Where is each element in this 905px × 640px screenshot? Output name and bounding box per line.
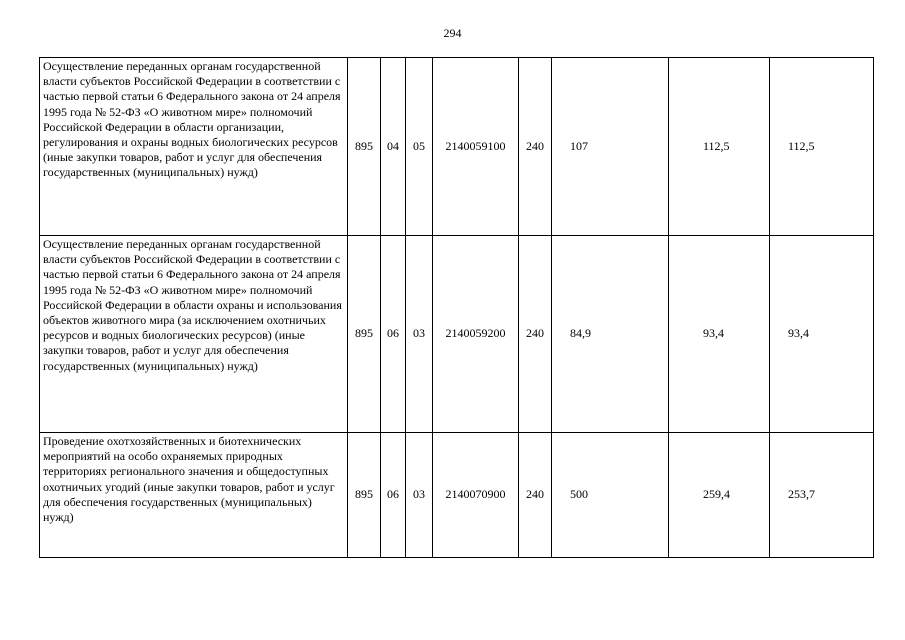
amount-year-3: 112,5 xyxy=(770,58,874,236)
expense-type-code: 240 xyxy=(519,58,552,236)
section-code: 06 xyxy=(381,236,406,433)
row-description: Проведение охотхозяйственных и биотехнических мероприятий на особо охраняемых природных территориях регионального значения и общедоступных охотничьих угодий (иные закупки товаров, работ и услуг для обеспечения государственных (муниципальных) нужд) xyxy=(40,433,348,558)
amount-year-1: 107 xyxy=(552,58,669,236)
subsection-code: 03 xyxy=(406,236,433,433)
page-number: 294 xyxy=(443,26,462,40)
table-row xyxy=(40,58,874,236)
table-row xyxy=(40,433,874,558)
amount-year-2: 93,4 xyxy=(669,236,770,433)
table-row xyxy=(40,236,874,433)
amount-year-2: 112,5 xyxy=(669,58,770,236)
amount-year-3: 253,7 xyxy=(770,433,874,558)
amount-year-3: 93,4 xyxy=(770,236,874,433)
ministry-code: 895 xyxy=(348,58,381,236)
target-article-code: 2140059200 xyxy=(433,236,519,433)
subsection-code: 05 xyxy=(406,58,433,236)
expense-type-code: 240 xyxy=(519,433,552,558)
ministry-code: 895 xyxy=(348,236,381,433)
amount-year-1: 84,9 xyxy=(552,236,669,433)
amount-year-2: 259,4 xyxy=(669,433,770,558)
row-description: Осуществление переданных органам государственной власти субъектов Российской Федерации в соответствии с частью первой статьи 6 Федерального закона от 24 апреля 1995 года № 52-ФЗ «О животном мире» полномочий Российской Федерации в области охраны и использования объектов животного мира (за исключением охотничьих ресурсов и водных биологических ресурсов) (иные закупки товаров, работ и услуг для обеспечения государственных (муниципальных) нужд) xyxy=(40,236,348,433)
ministry-code: 895 xyxy=(348,433,381,558)
expense-type-code: 240 xyxy=(519,236,552,433)
section-code: 04 xyxy=(381,58,406,236)
target-article-code: 2140070900 xyxy=(433,433,519,558)
amount-year-1: 500 xyxy=(552,433,669,558)
subsection-code: 03 xyxy=(406,433,433,558)
target-article-code: 2140059100 xyxy=(433,58,519,236)
budget-table xyxy=(39,57,874,558)
section-code: 06 xyxy=(381,433,406,558)
row-description: Осуществление переданных органам государственной власти субъектов Российской Федерации в соответствии с частью первой статьи 6 Федерального закона от 24 апреля 1995 года № 52-ФЗ «О животном мире» полномочий Российской Федерации в области организации, регулирования и охраны водных биологических ресурсов (иные закупки товаров, работ и услуг для обеспечения государственных (муниципальных) нужд) xyxy=(40,58,348,236)
